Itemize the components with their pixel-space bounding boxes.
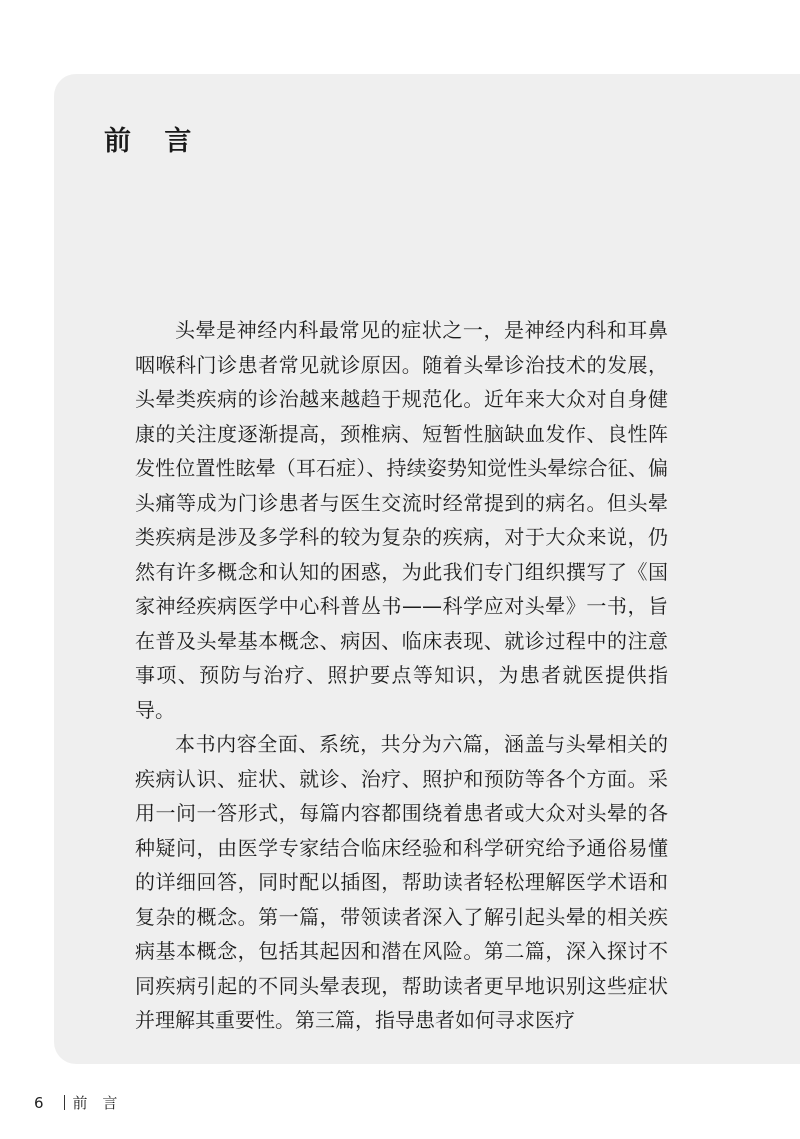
body-text	[135, 313, 668, 1038]
footer-section-label: 前 言	[72, 1094, 123, 1112]
page-number: 6	[34, 1094, 44, 1112]
footer-divider	[64, 1095, 65, 1110]
page-title: 前 言	[104, 126, 204, 157]
page-footer	[34, 1093, 122, 1113]
paragraph-2: 本书内容全面、系统，共分为六篇，涵盖与头晕相关的疾病认识、症状、就诊、治疗、照护和预防等各个方面。采用一问一答形式，每篇内容都围绕着患者或大众对头晕的各种疑问，由医学专家结合临床经验和科学研究给予通俗易懂的详细回答，同时配以插图，帮助读者轻松理解医学术语和复杂的概念。第一篇，带领读者深入了解引起头晕的相关疾病基本概念，包括其起因和潜在风险。第二篇，深入探讨不同疾病引起的不同头晕表现，帮助读者更早地识别这些症状并理解其重要性。第三篇，指导患者如何寻求医疗	[135, 732, 668, 1032]
paragraph-1: 头晕是神经内科最常见的症状之一，是神经内科和耳鼻咽喉科门诊患者常见就诊原因。随着头晕诊治技术的发展，头晕类疾病的诊治越来越趋于规范化。近年来大众对自身健康的关注度逐渐提高，颈椎病、短暂性脑缺血发作、良性阵发性位置性眩晕（耳石症）、持续姿势知觉性头晕综合征、偏头痛等成为门诊患者与医生交流时经常提到的病名。但头晕类疾病是涉及多学科的较为复杂的疾病，对于大众来说，仍然有许多概念和认知的困惑，为此我们专门组织撰写了《国家神经疾病医学中心科普丛书——科学应对头晕》一书，旨在普及头晕基本概念、病因、临床表现、就诊过程中的注意事项、预防与治疗、照护要点等知识，为患者就医提供指导。	[135, 318, 668, 722]
